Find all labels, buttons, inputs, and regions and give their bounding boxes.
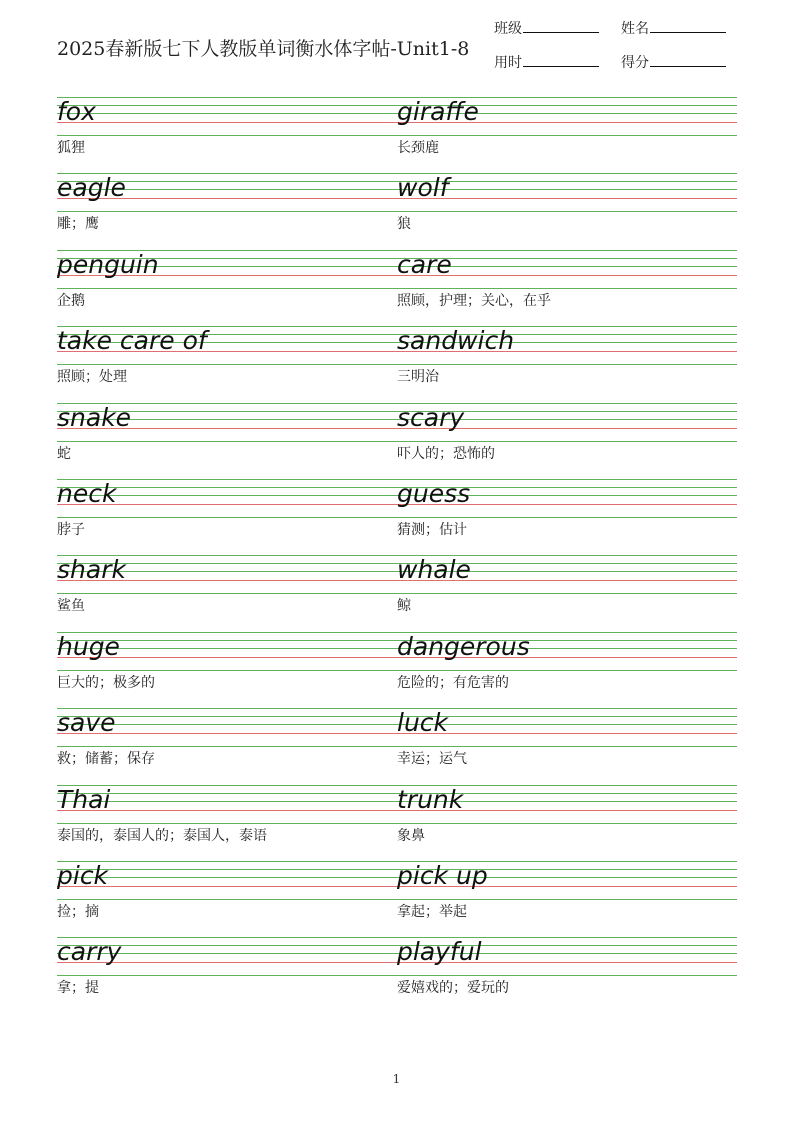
vocab-entry bbox=[397, 937, 737, 1013]
vocab-entry bbox=[397, 479, 737, 555]
guide-line-green bbox=[57, 670, 397, 671]
vocab-entry bbox=[57, 403, 397, 479]
vocab-word: dangerous bbox=[397, 631, 530, 661]
guide-line-green bbox=[397, 135, 737, 136]
vocab-meaning: 照顾；处理 bbox=[57, 369, 127, 386]
vocab-entry bbox=[57, 97, 397, 173]
vocab-entry bbox=[57, 632, 397, 708]
guide-line-green bbox=[397, 975, 737, 976]
vocab-entry bbox=[397, 403, 737, 479]
vocab-word: trunk bbox=[397, 784, 464, 814]
vocab-word: guess bbox=[397, 479, 471, 508]
vocab-entry bbox=[397, 250, 737, 326]
vocab-meaning: 捡；摘 bbox=[57, 904, 99, 920]
vocab-entry bbox=[57, 785, 397, 861]
page-title: 2025春新版七下人教版单词衡水体字帖-Unit1-8 bbox=[57, 38, 470, 60]
vocab-word: shark bbox=[57, 555, 126, 585]
name-label: 姓名 bbox=[621, 21, 649, 37]
vocab-meaning: 脖子 bbox=[57, 522, 85, 538]
guide-line-green bbox=[397, 288, 737, 289]
vocab-meaning: 蛇 bbox=[57, 445, 71, 462]
vocab-entry bbox=[397, 785, 737, 861]
vocab-meaning: 救；储蓄；保存 bbox=[57, 751, 155, 768]
vocab-entry bbox=[397, 632, 737, 708]
guide-line-green bbox=[57, 211, 397, 212]
vocab-meaning: 象鼻 bbox=[397, 827, 425, 844]
vocab-entry bbox=[397, 861, 737, 937]
vocab-word: neck bbox=[57, 479, 117, 508]
vocab-meaning: 泰国的，泰国人的；泰国人，泰语 bbox=[57, 827, 267, 844]
vocab-word: playful bbox=[397, 937, 482, 967]
vocab-word: pick up bbox=[397, 861, 488, 890]
guide-line-green bbox=[57, 746, 397, 747]
vocab-meaning: 三明治 bbox=[397, 369, 439, 386]
vocab-word: scary bbox=[397, 402, 465, 432]
vocab-entry bbox=[57, 173, 397, 249]
vocab-word: Thai bbox=[57, 784, 111, 814]
score-label: 得分 bbox=[621, 55, 649, 71]
vocab-meaning: 企鹅 bbox=[57, 292, 85, 309]
vocab-word: penguin bbox=[57, 249, 159, 279]
vocab-entry bbox=[397, 326, 737, 402]
vocab-word: whale bbox=[397, 555, 471, 585]
guide-line-green bbox=[397, 899, 737, 900]
vocab-entry bbox=[57, 555, 397, 631]
vocab-meaning: 巨大的；极多的 bbox=[57, 674, 155, 691]
page-number: 1 bbox=[392, 1072, 401, 1086]
guide-line-green bbox=[57, 441, 397, 442]
guide-line-green bbox=[397, 211, 737, 212]
vocab-entry bbox=[397, 555, 737, 631]
guide-line-green bbox=[397, 670, 737, 671]
guide-line-green bbox=[397, 593, 737, 594]
vocab-meaning: 拿；提 bbox=[57, 980, 99, 997]
vocab-word: sandwich bbox=[397, 326, 515, 356]
guide-line-green bbox=[57, 105, 397, 106]
vocab-meaning: 狼 bbox=[397, 216, 411, 233]
vocab-entry bbox=[397, 173, 737, 249]
vocab-word: huge bbox=[57, 631, 120, 661]
vocab-meaning: 狐狸 bbox=[57, 140, 85, 156]
guide-line-green bbox=[397, 517, 737, 518]
guide-line-green bbox=[57, 364, 397, 365]
vocab-word: luck bbox=[397, 708, 449, 738]
guide-line-green bbox=[57, 135, 397, 136]
vocab-meaning: 幸运；运气 bbox=[397, 751, 467, 768]
vocab-meaning: 照顾，护理；关心，在乎 bbox=[397, 292, 551, 309]
vocab-word: wolf bbox=[397, 173, 449, 203]
guide-line-green bbox=[57, 975, 397, 976]
guide-line-green bbox=[57, 823, 397, 824]
vocab-word: snake bbox=[57, 402, 132, 432]
vocab-word: fox bbox=[57, 97, 96, 126]
vocab-meaning: 鲨鱼 bbox=[57, 598, 85, 615]
vocab-word: save bbox=[57, 708, 116, 738]
guide-line-green bbox=[397, 364, 737, 365]
vocab-meaning: 雕；鹰 bbox=[57, 216, 99, 233]
vocab-word: carry bbox=[57, 937, 122, 967]
vocab-meaning: 危险的；有危害的 bbox=[397, 674, 509, 691]
vocab-word: eagle bbox=[57, 173, 126, 203]
guide-line-green bbox=[397, 746, 737, 747]
vocab-word: take care of bbox=[57, 326, 207, 356]
time-label: 用时 bbox=[494, 55, 522, 71]
class-label: 班级 bbox=[494, 21, 522, 37]
vocab-entry bbox=[57, 708, 397, 784]
guide-line-green bbox=[57, 288, 397, 289]
guide-line-green bbox=[57, 517, 397, 518]
vocab-meaning: 拿起；举起 bbox=[397, 904, 467, 920]
vocab-word: pick bbox=[57, 861, 109, 890]
vocab-meaning: 长颈鹿 bbox=[397, 140, 439, 156]
vocab-entry bbox=[397, 97, 737, 173]
vocab-meaning: 吓人的；恐怖的 bbox=[397, 445, 495, 462]
vocab-meaning: 爱嬉戏的；爱玩的 bbox=[397, 980, 509, 997]
vocab-entry bbox=[57, 250, 397, 326]
vocab-entry bbox=[57, 479, 397, 555]
vocab-entry bbox=[397, 708, 737, 784]
guide-line-green bbox=[57, 899, 397, 900]
guide-line-green bbox=[397, 823, 737, 824]
vocab-entry bbox=[57, 937, 397, 1013]
vocab-entry bbox=[57, 861, 397, 937]
vocab-meaning: 猜测；估计 bbox=[397, 522, 467, 538]
vocab-word: care bbox=[397, 249, 452, 279]
vocab-entry bbox=[57, 326, 397, 402]
vocab-meaning: 鲸 bbox=[397, 598, 411, 615]
guide-line-green bbox=[397, 441, 737, 442]
guide-line-green bbox=[57, 113, 397, 114]
vocab-word: giraffe bbox=[397, 97, 479, 126]
guide-line-green bbox=[57, 97, 397, 98]
guide-line-green bbox=[57, 593, 397, 594]
guide-line-red bbox=[57, 122, 397, 123]
